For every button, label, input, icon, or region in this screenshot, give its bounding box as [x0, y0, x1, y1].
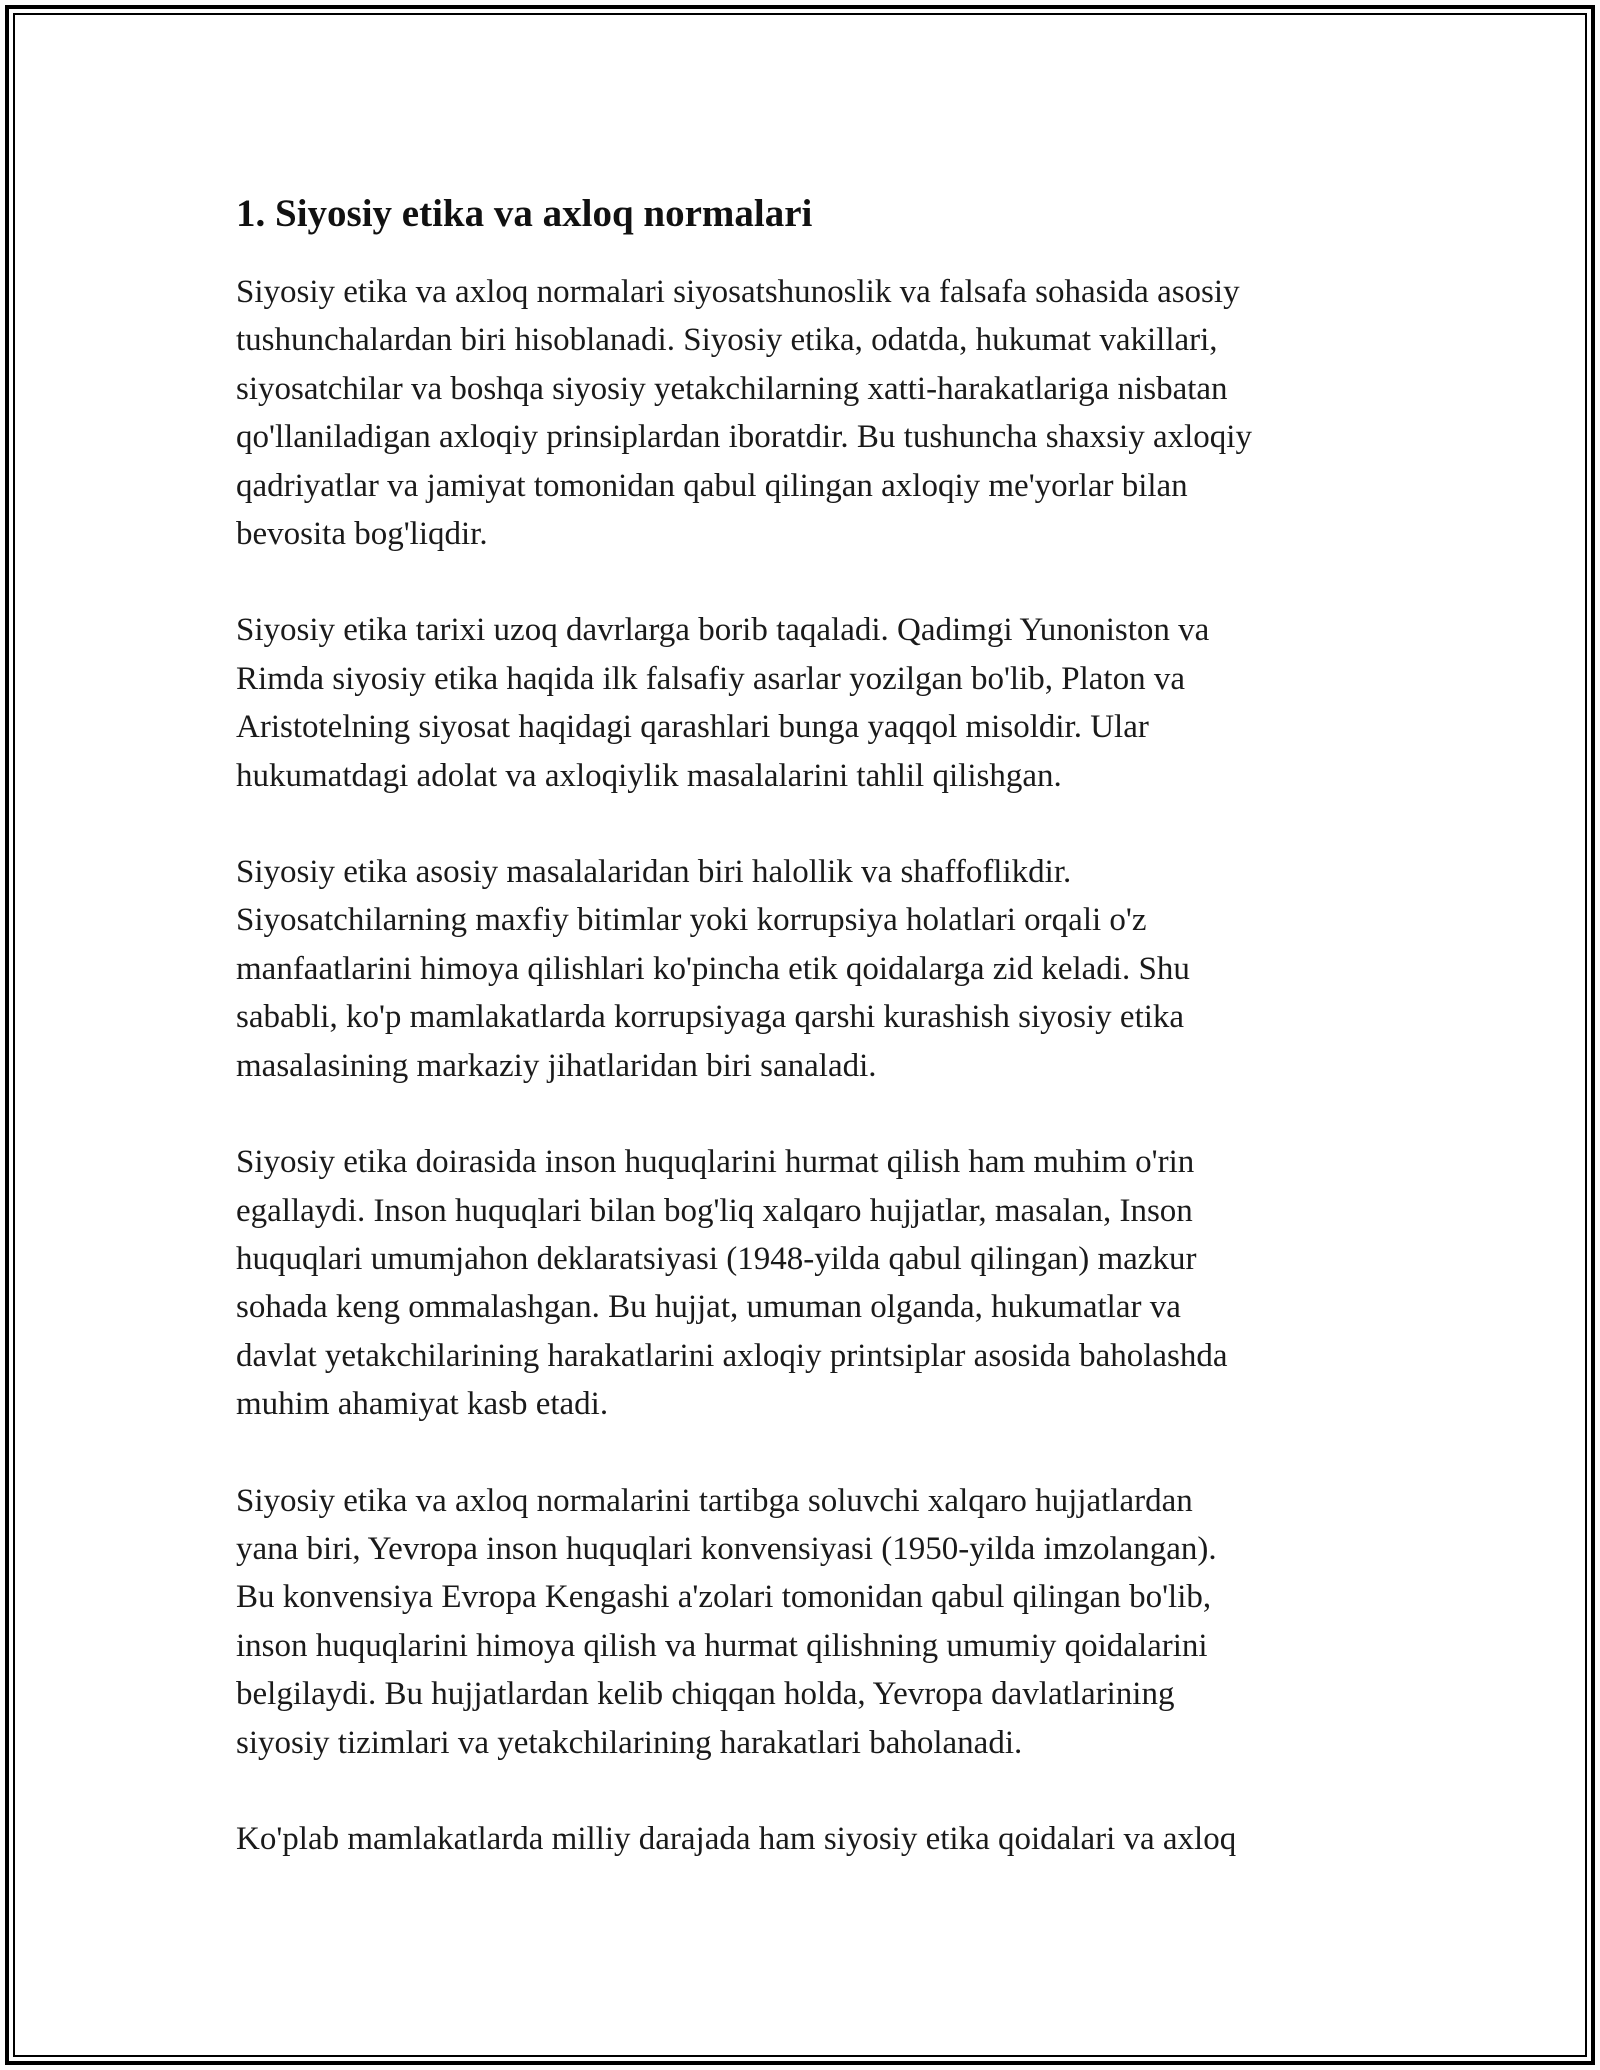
section-heading: 1. Siyosiy etika va axloq normalari: [236, 192, 813, 235]
text-line: hukumatdagi adolat va axloqiylik masalalarini tahlil qilishgan.: [236, 757, 1062, 794]
text-line: Siyosiy etika va axloq normalari siyosatshunoslik va falsafa sohasida asosiy: [236, 274, 1240, 310]
text-line: inson huquqlarini himoya qilish va hurmat qilishning umumiy qoidalarini: [236, 1627, 1208, 1664]
text-line: sohada keng ommalashgan. Bu hujjat, umuman olganda, hukumatlar va: [236, 1289, 1181, 1326]
text-line: Siyosiy etika tarixi uzoq davrlarga borib taqaladi. Qadimgi Yunoniston va: [236, 612, 1210, 649]
text-line: manfaatlarini himoya qilishlari ko'pincha etik qoidalarga zid keladi. Shu: [236, 950, 1190, 987]
paragraph-5: [236, 1477, 1376, 1767]
text-line: bevosita bog'liqdir.: [236, 516, 488, 553]
text-line: qo'llaniladigan axloqiy prinsiplardan iboratdir. Bu tushuncha shaxsiy axloqiy: [236, 419, 1252, 456]
text-line: sababli, ko'p mamlakatlarda korrupsiyaga qarshi kurashish siyosiy etika: [236, 999, 1185, 1036]
text-line: Siyosiy etika va axloq normalarini tartibga soluvchi xalqaro hujjatlardan: [236, 1482, 1193, 1519]
text-line: Bu konvensiya Evropa Kengashi a'zolari tomonidan qabul qilingan bo'lib,: [236, 1579, 1212, 1616]
text-line: muhim ahamiyat kasb etadi.: [236, 1386, 609, 1423]
text-line: huquqlari umumjahon deklaratsiyasi (1948-yilda qabul qilingan) mazkur: [236, 1240, 1197, 1277]
paragraph-1: [236, 268, 1376, 558]
text-line: masalasining markaziy jihatlaridan biri sanaladi.: [236, 1047, 877, 1084]
text-line: siyosiy tizimlari va yetakchilarining harakatlari baholanadi.: [236, 1724, 1023, 1761]
text-line: Rimda siyosiy etika haqida ilk falsafiy asarlar yozilgan bo'lib, Platon va: [236, 660, 1185, 697]
text-line: tushunchalardan biri hisoblanadi. Siyosiy etika, odatda, hukumat vakillari,: [236, 322, 1218, 359]
text-line: yana biri, Yevropa inson huquqlari konvensiyasi (1950-yilda imzolangan).: [236, 1530, 1217, 1567]
text-line: egallaydi. Inson huquqlari bilan bog'liq xalqaro hujjatlar, masalan, Inson: [236, 1192, 1193, 1229]
text-line: Siyosatchilarning maxfiy bitimlar yoki korrupsiya holatlari orqali o'z: [236, 902, 1147, 939]
text-line: belgilaydi. Bu hujjatlardan kelib chiqqan holda, Yevropa davlatlarining: [236, 1676, 1175, 1713]
text-line: Aristotelning siyosat haqidagi qarashlari bunga yaqqol misoldir. Ular: [236, 709, 1149, 746]
text-line: Siyosiy etika doirasida inson huquqlarini hurmat qilish ham muhim o'rin: [236, 1144, 1195, 1181]
text-line: davlat yetakchilarining harakatlarini axloqiy printsiplar asosida baholashda: [236, 1337, 1228, 1374]
text-line: siyosatchilar va boshqa siyosiy yetakchilarning xatti-harakatlariga nisbatan: [236, 370, 1228, 407]
paragraph-6: [236, 1815, 1376, 1863]
text-line: Siyosiy etika asosiy masalalaridan biri halollik va shaffoflikdir.: [236, 854, 1072, 891]
paragraph-2: [236, 606, 1376, 800]
document-body: [236, 186, 1376, 1911]
text-line: qadriyatlar va jamiyat tomonidan qabul qilingan axloqiy me'yorlar bilan: [236, 467, 1188, 504]
paragraph-3: [236, 848, 1376, 1090]
text-line: Ko'plab mamlakatlarda milliy darajada ham siyosiy etika qoidalari va axloq: [236, 1820, 1237, 1857]
paragraph-4: [236, 1138, 1376, 1428]
